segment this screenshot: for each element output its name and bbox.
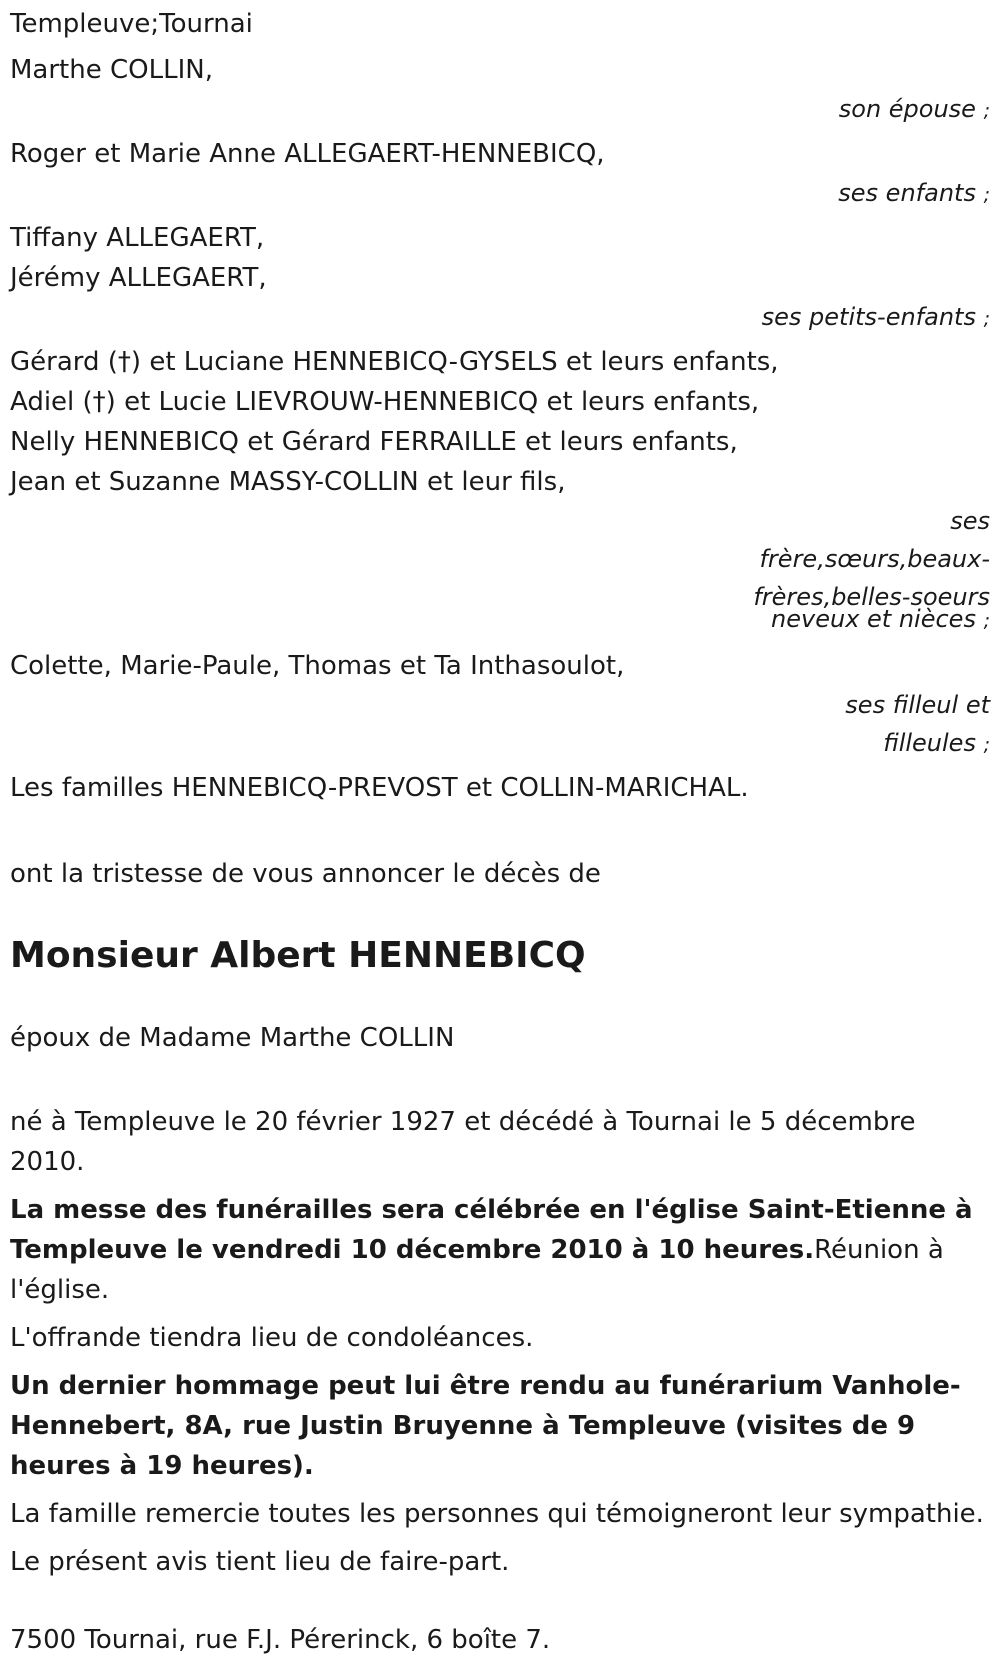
family-group-spouse [10,50,990,130]
relation-text: frères,belles-soeurs [753,583,990,611]
relation-semicolon: ; [983,734,990,756]
relation-text: ses petits-enfants [761,303,976,331]
spacer [10,816,990,854]
address-line: 7500 Tournai, rue F.J. Pérerinck, 6 boîte 7. [10,1625,551,1655]
family-member-line: Colette, Marie-Paule, Thomas et Ta Inthasoulot, [10,651,625,681]
relation-text: ses enfants [838,179,976,207]
family-group-godchildren [10,646,990,764]
extended-families: Les familles HENNEBICQ-PREVOST et COLLIN-MARICHAL. [10,773,749,803]
funeral-details [10,1190,990,1310]
relation-semicolon: ; [983,308,990,330]
relation-label [10,90,990,130]
relation-label [10,298,990,338]
relation-semicolon: ; [983,610,990,632]
thanks-line: La famille remercie toutes les personnes qui témoigneront leur sympathie. [10,1499,984,1529]
funeral-mass-text: La messe des funérailles sera célébrée en l'église Saint-Etienne à Templeuve le vendredi 10 décembre 2010 à 10 heures. [10,1195,973,1265]
announcement-text: ont la tristesse de vous annoncer le décès de [10,859,601,889]
relation-text: son épouse [838,95,976,123]
deceased-name: Monsieur Albert HENNEBICQ [10,935,586,976]
notice-line: Le présent avis tient lieu de faire-part. [10,1547,510,1577]
relation-semicolon: ; [983,184,990,206]
birth-death-line: né à Templeuve le 20 février 1927 et décédé à Tournai le 5 décembre 2010. [10,1107,916,1177]
family-member-line: Jean et Suzanne MASSY-COLLIN et leur fils, [10,467,566,497]
homage-details: Un dernier hommage peut lui être rendu au funérarium Vanhole-Hennebert, 8A, rue Justin Bruyenne à Templeuve (visites de 9 heures à 19 heures). [10,1371,961,1481]
relation-text: ses filleul et [845,691,990,719]
location-line: Templeuve;Tournai [10,9,253,39]
relation-text: frère,sœurs,beaux- [759,545,990,573]
family-group-grandchildren [10,218,990,338]
family-group-siblings [10,342,990,632]
relation-text-last [750,605,990,633]
relation-semicolon: ; [983,100,990,122]
spouse-line: époux de Madame Marthe COLLIN [10,1023,455,1053]
spacer [10,1066,990,1102]
family-member-line: Adiel (†) et Lucie LIEVROUW-HENNEBICQ et leurs enfants, [10,387,760,417]
family-group-children [10,134,990,214]
relation-label [10,174,990,214]
family-member-line: Roger et Marie Anne ALLEGAERT-HENNEBICQ, [10,139,605,169]
family-member-line: Jérémy ALLEGAERT, [10,263,267,293]
family-member-line: Gérard (†) et Luciane HENNEBICQ-GYSELS et leurs enfants, [10,347,779,377]
relation-label [790,686,990,764]
relation-text-last [790,724,990,764]
family-member-line: Nelly HENNEBICQ et Gérard FERRAILLE et leurs enfants, [10,427,738,457]
relation-text: ses [950,507,990,535]
relation-text: filleules [883,729,976,757]
relation-text: neveux et nièces [771,605,976,633]
family-member-line: Marthe COLLIN, [10,55,213,85]
relation-label [750,502,990,632]
family-member-line: Tiffany ALLEGAERT, [10,223,265,253]
offering-line: L'offrande tiendra lieu de condoléances. [10,1323,534,1353]
funeral-reunion-text: Réunion à l'église. [10,1235,944,1305]
